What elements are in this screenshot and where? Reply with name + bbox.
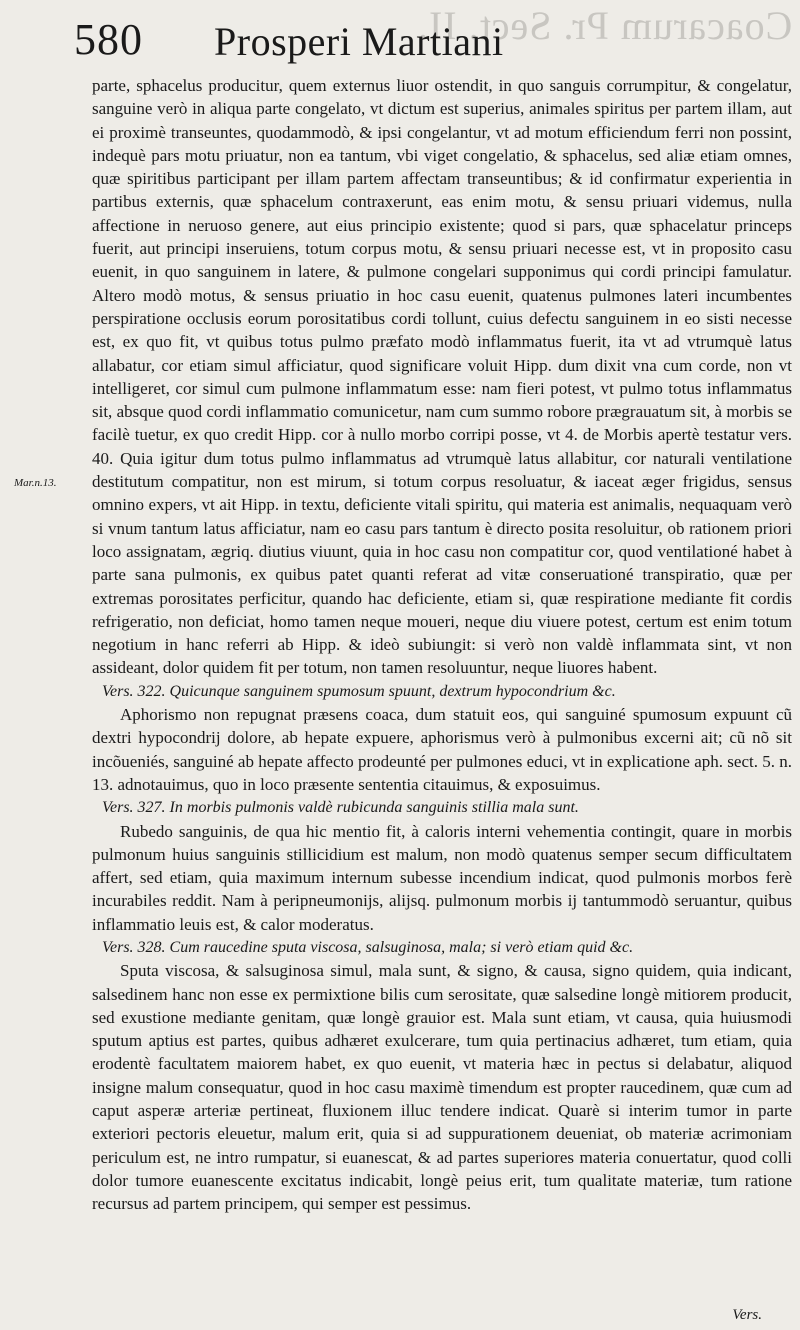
verse-heading-322: Vers. 322. Quicunque sanguinem spumosum spuunt, dextrum hypocondrium &c. (102, 682, 616, 700)
page-number: 580 (74, 15, 143, 64)
margin-note: Mar.n.13. (14, 477, 57, 489)
paragraph-continuation: parte, sphacelus producitur, quem externus liuor ostendit, in quo sanguis corrumpitur, & congelatur, sanguine verò in aliqua parte congelato, vt dictum est superius, animales spiritus per partem illam, aut ei proximè transeuntes, quodammodò, & ipsi congelantur, vt ad motum efficiendum ferri non possint, indequè pars motu priuatur, non ea tantum, vbi viget congelatio, & sphacelus, sed aliæ etiam omnes, quæ spiritibus participant per illam partem affectam transeuntibus; & id confirmatur experientia in partibus externis, quæ sphacelum contraxerunt, eas enim motu, & sensu priuari videmus, nulla affectione in neruoso genere, aut eius principio existente; quod si pars, quæ sphacelatur princeps fuerit, aut principi inseruiens, totum corpus motu, & sensu priuari necesse est, vt in proposito casu euenit, in quo sanguinem in latere, & pulmone congelari supponimus qui cordi principi famulatur. Altero modò motus, & sensus priuatio in hoc casu euenit, quatenus pulmones lateri incumbentes perspiratione occlusis eorum porositatibus cordi tollunt, cuius defectu sanguinem in eo sisti necesse est, ex quo fit, vt quibus totus pulmo præfato modò inflammatus fuerit, ita vt ad vtrumquè latus allabatur, cor etiam simul afficiatur, quod significare voluit Hipp. dum dixit vna cum corde, non vt intelligeret, cor simul cum pulmone inflammatum esse: nam fieri potest, vt pulmo totus inflammatus sit, absque quod cordi inflammatio comunicetur, nam cum summo robore prægrauatum sit, à morbis se facilè tuetur, ex quo credit Hipp. cor à nullo morbo corripi posse, vt 4. de Morbis apertè testatur vers. 40. Quia igitur dum totus pulmo inflammatus ad vtrumquè latus allabitur, cor naturali ventilatione destitutum compatitur, non est mirum, si totum corpus resoluatur, & iaceat æger frigidus, sensus omnino expers, vt ait Hipp. in textu, deficiente vitali spiritu, qui materia est animalis, nequaquam verò si vnum tantum latus afficiatur, nam eo casu pars tantum è directo posita resoluitur, ob rationem priori loco assignatam, ægriq. diutius viuunt, quia in hoc casu non compatitur cor, quod ventilationé habet à parte sana pulmonis, ex quibus patet quanti referat ad vitæ conseruationé transpiratio, quæ per extremas porositates perficitur, quando hac deficiente, etiam si, quæ respiratione mediante fit cordis refrigeratio, non deficiat, homo tamen neque moueri, neque diu viuere potest, certum est enim totum negotium in hanc referri ab Hipp. & ideò subiungit: si verò non valdè inflammata sint, vt non assideant, dolor quidem fit per totum, non tamen resoluuntur, neque liuores habent. (92, 76, 792, 678)
show-through-text: Coacarum Pr. Sect. II. (416, 3, 792, 48)
verse-heading-327: Vers. 327. In morbis pulmonis valdè rubicunda sanguinis stillia mala sunt. (102, 799, 579, 817)
page-body (92, 74, 792, 1216)
running-title: Prosperi Martiani (214, 19, 504, 64)
paragraph-aphorism: Aphorismo non repugnat præsens coaca, dum statuit eos, qui sanguiné spumosum expuunt cũ dextri hypocondrij dolore, ab hepate expuere, aphorismus verò à pulmonibus excerni ait; cũ nõ sit incõueniés, sanguiné ab hepate affecto prodeunté per pulmones educi, vt in explicatione aph. sect. 5. n. 13. adnotauimus, quo in loco præsente sententia citauimus, & exposuimus. (92, 705, 792, 794)
paragraph-rubedo: Rubedo sanguinis, de qua hic mentio fit, à caloris interni vehementia contingit, quare in morbis pulmonum huius sanguinis stillicidium est malum, non modò quatenus semper secum difficultatem affert, sed etiam, quia maximum internum subesse incendium indicat, quod pulmonis morbos ferè incurabiles reddit. Nam à peripneumonijs, alijsq. pulmonum morbis ij tantummodò seruantur, quibus inflammatio leuis est, & calor moderatus. (92, 821, 792, 934)
paragraph-sputa: Sputa viscosa, & salsuginosa simul, mala sunt, & signo, & causa, signo quidem, quia indicant, salsedinem hanc non esse ex permixtione bilis cum serositate, quæ salsedine longè mitiorem producit, sed exustione mediante genitam, quæ longè grauior est. Mala sunt etiam, vt causa, quia huiusmodi sputum aptius est partes, quibus adhæret exulcerare, tum quia pertinacius adhæret, tum etiam, quia erodentè facultatem maiorem habet, ex quo euenit, vt materia hæc in pectus si delabatur, aliquod insigne malum consequatur, quod in hoc casu maximè timendum est propter raucedinem, quæ cum ad caput asperæ arteriæ pertineat, fluxionem illuc tendere indicat. Quarè si interim tumor in parte exteriori pectoris eleuetur, malum erit, quia si ad suppurationem deueniat, ob materiæ acrimoniam periculum est, ne intro rumpatur, si euanescat, & ad partes superiores materia conuertatur, quod colli dolor tumore euanescente excitatus indicabit, longè peius erit, tum qualitate materiæ, tum ratione recursus ad partem principem, qui semper est pessimus. (92, 961, 792, 1214)
page-header (74, 10, 760, 66)
verse-heading-328: Vers. 328. Cum raucedine sputa viscosa, salsuginosa, mala; si verò etiam quid &c. (102, 938, 634, 956)
catchword: Vers. (732, 1307, 762, 1323)
